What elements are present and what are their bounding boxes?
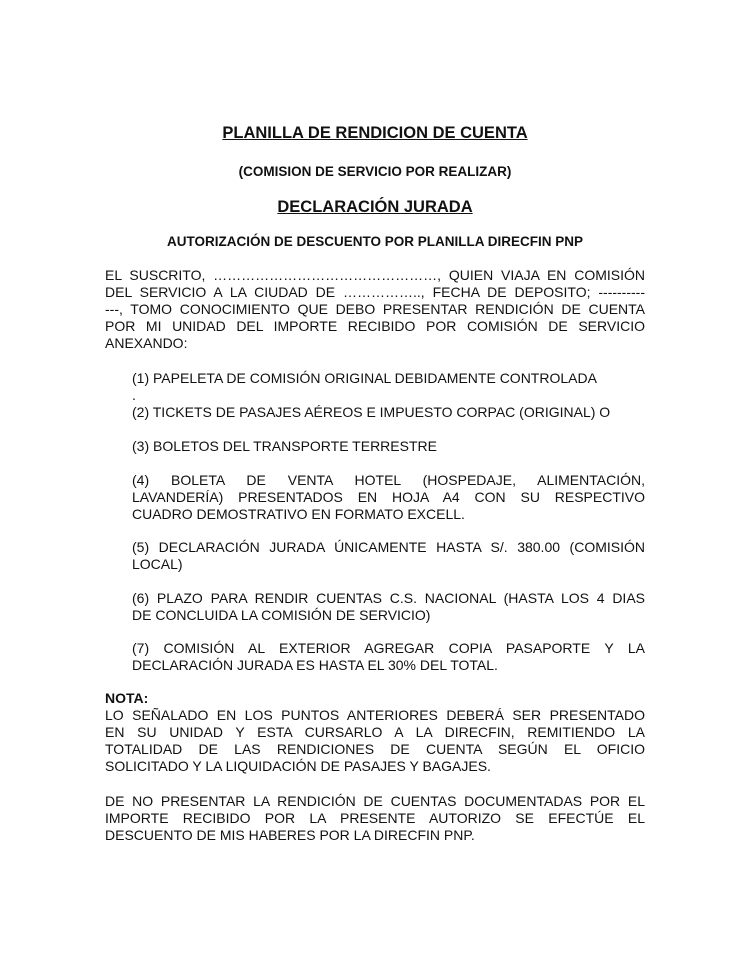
text-line: POR MI UNIDAD DEL IMPORTE RECIBIDO POR COMISIÓN DE SERVICIO <box>105 318 645 334</box>
text-line: (7) COMISIÓN AL EXTERIOR AGREGAR COPIA PASAPORTE Y LA <box>132 640 645 656</box>
text-line: DE NO PRESENTAR LA RENDICIÓN DE CUENTAS DOCUMENTADAS POR EL <box>105 793 645 809</box>
text-line: (1) PAPELETA DE COMISIÓN ORIGINAL DEBIDAMENTE CONTROLADA <box>132 370 597 386</box>
text-line: (5) DECLARACIÓN JURADA ÚNICAMENTE HASTA S/. 380.00 (COMISIÓN <box>132 539 645 555</box>
text-line: CUADRO DEMOSTRATIVO EN FORMATO EXCELL. <box>132 506 465 522</box>
list-item-7 <box>132 640 645 674</box>
text-line: LOCAL) <box>132 556 183 572</box>
declaration-heading: DECLARACIÓN JURADA <box>277 198 473 216</box>
list-item-2 <box>132 404 645 421</box>
text-line: (4) BOLETA DE VENTA HOTEL (HOSPEDAJE, ALIMENTACIÓN, <box>132 472 645 488</box>
text-line: SOLICITADO Y LA LIQUIDACIÓN DE PASAJES Y BAGAJES. <box>105 758 491 774</box>
intro-paragraph <box>105 267 645 352</box>
text-line: ANEXANDO: <box>105 335 188 351</box>
list-item-6 <box>132 590 645 624</box>
list-item-3 <box>132 438 645 455</box>
text-line: LAVANDERÍA) PRESENTADOS EN HOJA A4 CON SU RESPECTIVO <box>132 489 645 505</box>
closing-paragraph <box>105 793 645 844</box>
text-line: ---, TOMO CONOCIMIENTO QUE DEBO PRESENTAR RENDICIÓN DE CUENTA <box>105 301 645 317</box>
text-line: DECLARACIÓN JURADA ES HASTA EL 30% DEL TOTAL. <box>132 657 498 673</box>
document-subtitle: (COMISION DE SERVICIO POR REALIZAR) <box>238 164 512 179</box>
list-item-1 <box>132 370 645 404</box>
text-line: TOTALIDAD DE LAS RENDICIONES DE CUENTA SEGÚN EL OFICIO <box>105 741 645 757</box>
text-line: DEL SERVICIO A LA CIUDAD DE …………….., FECHA DE DEPOSITO; ---------- <box>105 284 645 300</box>
list-item-4 <box>132 472 645 523</box>
nota-label: NOTA: <box>105 690 149 706</box>
text-line: . <box>132 387 136 403</box>
list-item-5 <box>132 539 645 573</box>
text-line: (3) BOLETOS DEL TRANSPORTE TERRESTRE <box>132 438 437 454</box>
text-line: DESCUENTO DE MIS HABERES POR LA DIRECFIN PNP. <box>105 827 475 843</box>
text-line: (6) PLAZO PARA RENDIR CUENTAS C.S. NACIONAL (HASTA LOS 4 DIAS <box>132 590 645 606</box>
text-line: LO SEÑALADO EN LOS PUNTOS ANTERIORES DEBERÁ SER PRESENTADO <box>105 707 645 723</box>
text-line: (2) TICKETS DE PASAJES AÉREOS E IMPUESTO CORPAC (ORIGINAL) O <box>132 404 611 420</box>
nota-paragraph <box>105 707 645 775</box>
authorization-heading: AUTORIZACIÓN DE DESCUENTO POR PLANILLA DIRECFIN PNP <box>166 234 584 249</box>
text-line: DE CONCLUIDA LA COMISIÓN DE SERVICIO) <box>132 607 431 623</box>
text-line: EL SUSCRITO, …………………………………………, QUIEN VIAJA EN COMISIÓN <box>105 267 645 283</box>
document-title: PLANILLA DE RENDICION DE CUENTA <box>222 124 528 142</box>
text-line: EN SU UNIDAD Y ESTA CURSARLO A LA DIRECFIN, REMITIENDO LA <box>105 724 645 740</box>
text-line: IMPORTE RECIBIDO POR LA PRESENTE AUTORIZO SE EFECTÚE EL <box>105 810 645 826</box>
